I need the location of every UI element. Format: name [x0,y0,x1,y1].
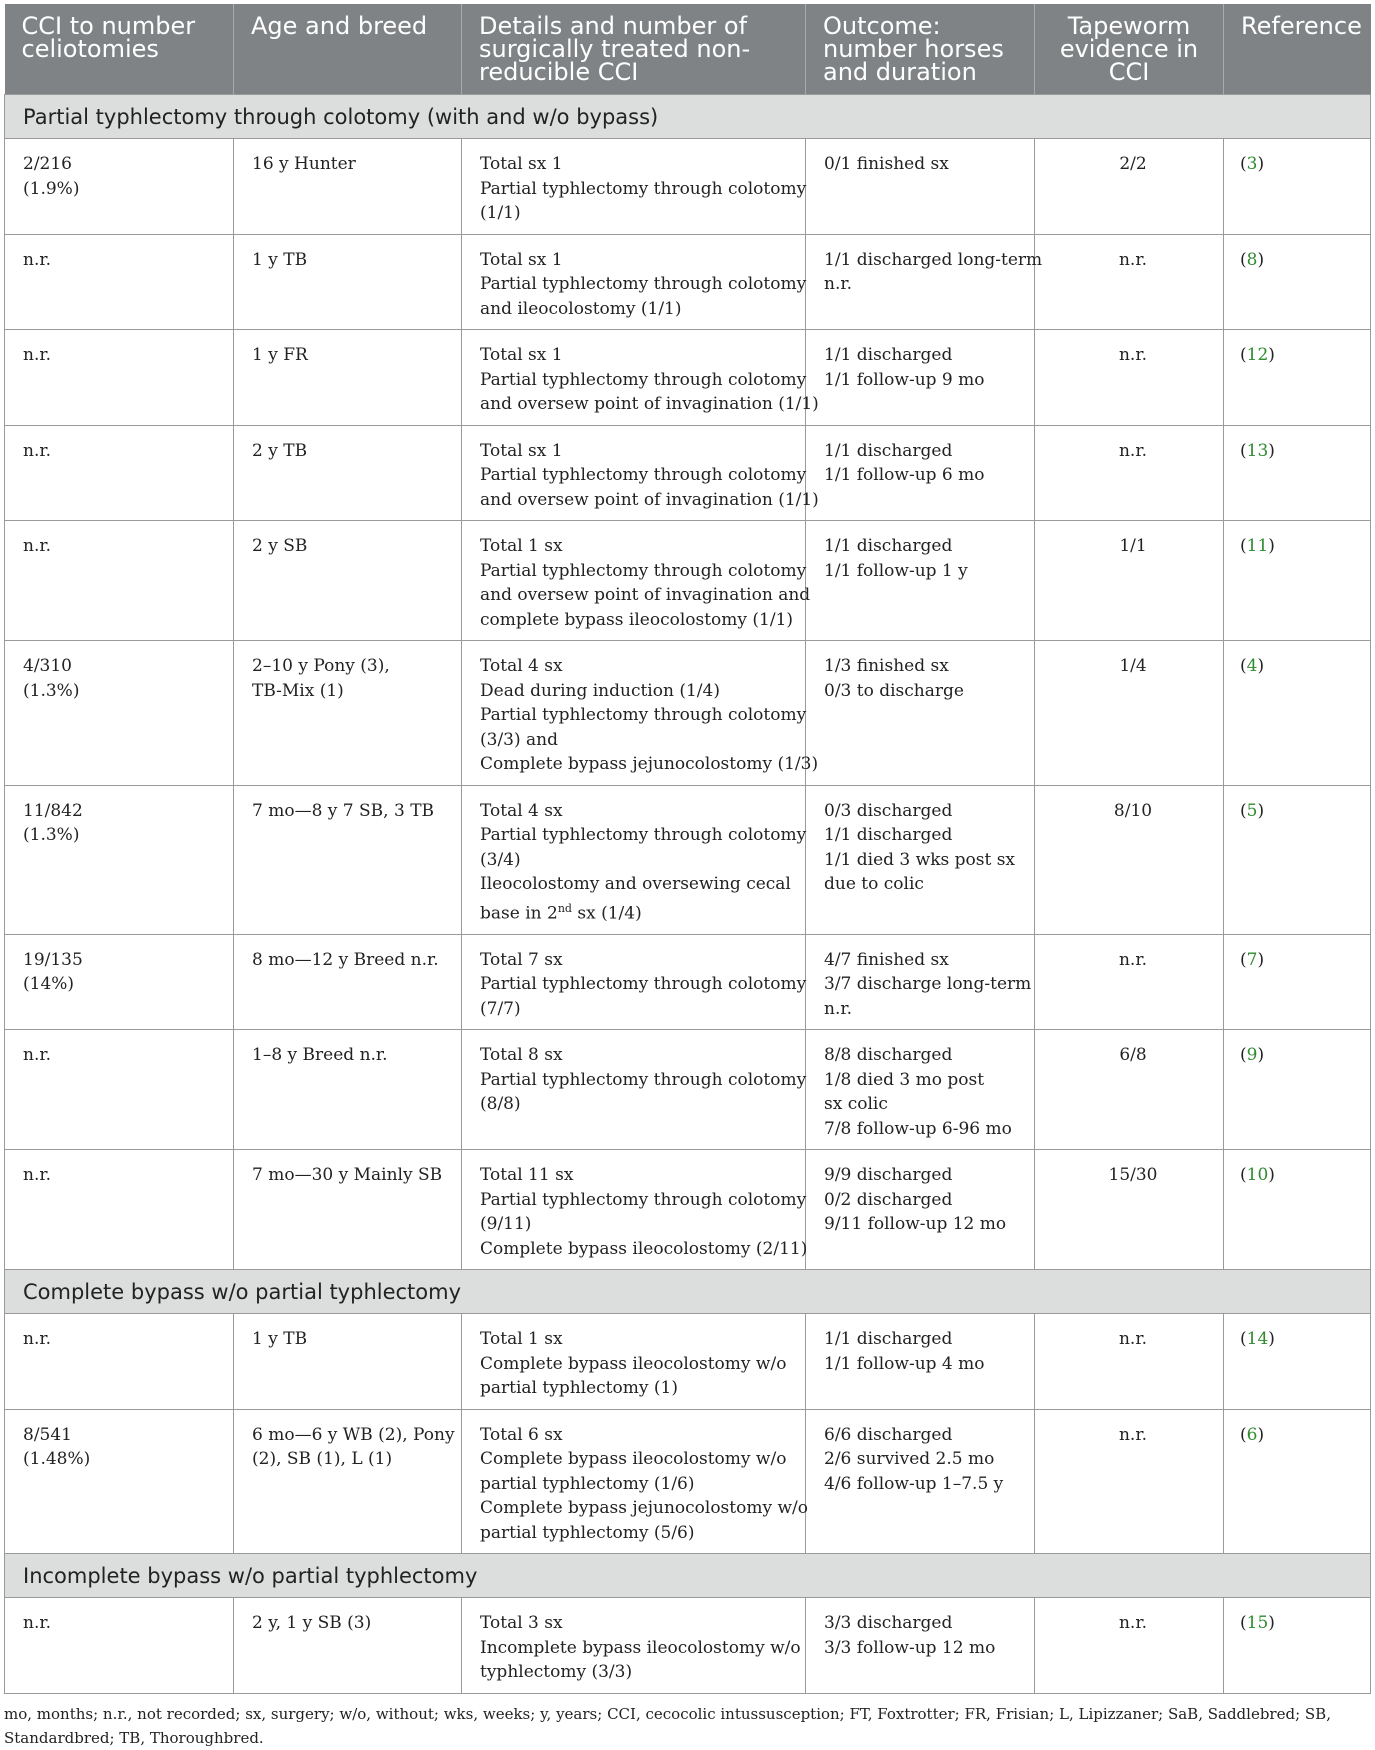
reference-cell: (6) [1224,1409,1371,1554]
table-row [5,1030,1371,1150]
table-row [5,234,1371,330]
outcome-cell-line: 1/1 discharged [824,440,953,461]
cci-cell [5,1409,234,1554]
outcome-cell [806,641,1035,786]
table-row [5,1150,1371,1270]
section-header-row [5,95,1371,139]
details-cell-line: (1/1) [480,203,521,223]
age-breed-cell [234,1314,462,1410]
outcome-cell-line: 1/1 died 3 wks post sx [824,849,1016,870]
details-cell [462,139,806,235]
cci-cell [5,1150,234,1270]
details-cell-line: Complete bypass ileocolostomy (2/11) [480,1238,808,1259]
details-cell-line: Total 11 sx [480,1165,574,1186]
table-row [5,1314,1371,1410]
table-row [5,641,1371,786]
details-cell-line: Complete bypass jejunocolostomy w/o [480,1498,808,1519]
details-cell-line: (3/3) and [480,729,558,750]
table-row [5,330,1371,426]
details-cell-line: (7/7) [480,998,521,1019]
header-row [5,4,1371,95]
age-breed-cell-line: 8 mo—12 y Breed n.r. [252,949,439,970]
table-container [4,4,1370,1750]
reference-link[interactable]: 6 [1246,1424,1258,1445]
tapeworm-cell: n.r. [1035,234,1224,330]
cci-cell [5,785,234,934]
outcome-cell-line: 1/8 died 3 mo post [824,1069,985,1090]
age-breed-cell [234,139,462,235]
outcome-cell-line: 7/8 follow-up 6-96 mo [824,1118,1012,1139]
reference-cell: (4) [1224,641,1371,786]
header-details: Details and number of surgically treated non-reducible CCI [462,4,806,95]
outcome-cell-line: n.r. [824,998,853,1019]
reference-link[interactable]: 3 [1246,154,1258,174]
table-row [5,521,1371,641]
table-row [5,1598,1371,1694]
age-breed-cell [234,934,462,1030]
outcome-cell-line: 0/1 finished sx [824,154,949,174]
age-breed-cell [234,641,462,786]
outcome-cell-line: sx colic [824,1094,888,1115]
reference-link[interactable]: 5 [1246,800,1258,821]
table-row [5,785,1371,934]
details-cell-line: complete bypass ileocolostomy (1/1) [480,609,794,630]
details-cell-line: and oversew point of invagination (1/1) [480,489,819,510]
age-breed-cell-line: 2 y SB [252,536,308,556]
tapeworm-cell: 1/4 [1035,641,1224,786]
age-breed-cell [234,1409,462,1554]
age-breed-cell [234,1030,462,1150]
details-cell-line: and ileocolostomy (1/1) [480,298,682,319]
tapeworm-cell: n.r. [1035,1598,1224,1694]
outcome-cell [806,1030,1035,1150]
cci-cell-line: 4/310 [23,656,72,676]
outcome-cell [806,934,1035,1030]
age-breed-cell [234,521,462,641]
details-cell [462,1598,806,1694]
outcome-cell [806,1598,1035,1694]
details-cell [462,641,819,786]
details-cell-line: Partial typhlectomy through colotomy [480,560,807,581]
age-breed-cell-line: 6 mo—6 y WB (2), Pony [252,1424,455,1445]
header-outcome: Outcome: number horses and duration [806,4,1035,95]
details-cell-line: Partial typhlectomy through colotomy [480,1189,807,1210]
details-cell-line: and oversew point of invagination (1/1) [480,394,819,414]
details-cell-line: Partial typhlectomy through colotomy [480,465,807,485]
outcome-cell-line: 0/3 discharged [824,800,953,821]
cci-cell-line: n.r. [23,345,52,365]
outcome-cell-line: 1/1 follow-up 9 mo [824,369,985,390]
outcome-cell-line: 1/1 follow-up 6 mo [824,465,985,485]
age-breed-cell [234,234,462,330]
reference-link[interactable]: 14 [1246,1329,1269,1350]
reference-cell: (3) [1224,139,1371,235]
details-cell-line: Dead during induction (1/4) [480,680,720,701]
age-breed-cell-line: 2–10 y Pony (3), [252,656,390,676]
tapeworm-cell: n.r. [1035,330,1224,426]
table-row [5,139,1371,235]
outcome-cell-line: 3/7 discharge long-term [824,974,1032,995]
outcome-cell [806,330,1035,426]
outcome-cell-line: 9/9 discharged [824,1165,953,1186]
header-cci: CCI to number celiotomies [5,4,234,95]
header-age-breed: Age and breed [234,4,462,95]
age-breed-cell [234,1150,462,1270]
age-breed-cell-line: (2), SB (1), L (1) [252,1449,393,1470]
details-cell-line: (9/11) [480,1214,532,1235]
cci-cell-line: 8/541 [23,1424,72,1445]
details-cell-line: partial typhlectomy (1/6) [480,1473,695,1494]
reference-cell: (9) [1224,1030,1371,1150]
cci-cell-line: (1.3%) [23,825,80,845]
tapeworm-cell: 1/1 [1035,521,1224,641]
age-breed-cell-line: 1 y FR [252,345,308,365]
age-breed-cell-line: 7 mo—8 y 7 SB, 3 TB [252,800,435,821]
details-cell [462,785,806,934]
details-cell-line: Total sx 1 [480,249,563,270]
details-cell-line: Total 1 sx [480,536,563,556]
outcome-cell [806,234,1043,330]
details-cell [462,521,811,641]
cci-cell-line: (1.3%) [23,680,80,701]
age-breed-cell [234,425,462,521]
reference-cell: (10) [1224,1150,1371,1270]
details-cell [462,1314,806,1410]
cci-cell-line: n.r. [23,1329,52,1350]
outcome-cell-line: 6/6 discharged [824,1424,953,1445]
tapeworm-cell: 2/2 [1035,139,1224,235]
reference-link[interactable]: 12 [1246,345,1269,365]
details-cell-line: (3/4) [480,849,521,870]
section-title: Complete bypass w/o partial typhlectomy [5,1270,1371,1314]
age-breed-cell [234,330,462,426]
cci-cell-line: 2/216 [23,154,72,174]
table-row [5,1409,1371,1554]
outcome-cell-line: 1/1 discharged [824,1329,953,1350]
details-cell-line: Total 8 sx [480,1045,563,1066]
outcome-cell-line: 1/1 discharged [824,345,953,365]
cci-cell-line: (14%) [23,974,75,995]
details-cell [462,934,806,1030]
cci-cell-line: 19/135 [23,949,83,970]
cci-cell-line: n.r. [23,249,52,270]
age-breed-cell-line: 2 y TB [252,440,308,461]
cci-cell [5,641,234,786]
outcome-cell-line: n.r. [824,274,853,294]
reference-cell: (12) [1224,330,1371,426]
outcome-cell-line: due to colic [824,874,924,894]
outcome-cell [806,425,1035,521]
cci-cell [5,330,234,426]
tapeworm-cell: 6/8 [1035,1030,1224,1150]
section-header-row [5,1270,1371,1314]
reference-link[interactable]: 9 [1246,1045,1258,1066]
details-cell-line: Partial typhlectomy through colotomy [480,274,807,294]
cci-table [4,4,1371,1694]
age-breed-cell-line: 16 y Hunter [252,154,356,174]
cci-cell-line: 11/842 [23,800,83,821]
outcome-cell-line: 3/3 discharged [824,1613,953,1634]
reference-cell: (7) [1224,934,1371,1030]
outcome-cell-line: 2/6 survived 2.5 mo [824,1449,995,1470]
table-body [5,95,1371,1694]
cci-cell-line: n.r. [23,1613,52,1634]
details-cell-line: Total sx 1 [480,440,563,461]
cci-cell-line: n.r. [23,1165,52,1186]
details-cell [462,1409,806,1554]
outcome-cell-line: 1/1 follow-up 1 y [824,560,968,581]
header-tapeworm: Tapeworm evidence in CCI [1035,4,1224,95]
reference-link[interactable]: 4 [1246,656,1258,676]
cci-cell [5,1314,234,1410]
reference-cell: (5) [1224,785,1371,934]
details-cell-line: and oversew point of invagination and [480,585,811,605]
outcome-cell-line: 1/1 discharged [824,825,953,845]
footnote: mo, months; n.r., not recorded; sx, surgery; w/o, without; wks, weeks; y, years; CCI, cecocolic intussusception; FT, Foxtrotter; FR, Frisian; L, Lipizzaner; SaB, Saddlebred; SB, Standardbred; TB, Thoroughbred. [4,1704,1331,1747]
reference-link[interactable]: 8 [1246,249,1258,270]
tapeworm-cell: n.r. [1035,425,1224,521]
cci-cell-line: (1.9%) [23,178,80,199]
cci-cell-line: n.r. [23,440,52,461]
reference-link[interactable]: 10 [1246,1165,1269,1186]
details-cell [462,234,806,330]
outcome-cell-line: 0/3 to discharge [824,680,964,701]
details-cell-line: Total 1 sx [480,1329,563,1350]
age-breed-cell [234,1598,462,1694]
cci-cell [5,234,234,330]
details-cell-line: Partial typhlectomy through colotomy [480,1069,807,1090]
details-cell-line: partial typhlectomy (5/6) [480,1522,695,1543]
outcome-cell [806,1150,1035,1270]
outcome-cell-line: 9/11 follow-up 12 mo [824,1214,1007,1235]
outcome-cell-line: 3/3 follow-up 12 mo [824,1637,996,1658]
cci-cell [5,521,234,641]
table-row [5,934,1371,1030]
outcome-cell-line: 1/1 discharged [824,536,953,556]
outcome-cell [806,1409,1035,1554]
details-cell-line: partial typhlectomy (1) [480,1378,678,1399]
reference-link[interactable]: 7 [1246,949,1258,970]
details-cell-line: base in 2nd sx (1/4) [480,901,642,924]
outcome-cell-line: 8/8 discharged [824,1045,953,1066]
details-cell-line: Total 7 sx [480,949,563,970]
details-cell-line: Complete bypass ileocolostomy w/o [480,1449,787,1470]
outcome-cell-line: 1/1 follow-up 4 mo [824,1353,985,1374]
outcome-cell-line: 4/7 finished sx [824,949,949,970]
reference-cell: (14) [1224,1314,1371,1410]
reference-link[interactable]: 13 [1246,440,1269,461]
details-cell-line: Partial typhlectomy through colotomy [480,705,807,725]
age-breed-cell-line: 1 y TB [252,1329,308,1350]
cci-cell-line: n.r. [23,1045,52,1066]
reference-link[interactable]: 15 [1246,1613,1269,1634]
outcome-cell-line: 1/3 finished sx [824,656,949,676]
section-title: Partial typhlectomy through colotomy (with and w/o bypass) [5,95,1371,139]
outcome-cell-line: 1/1 discharged long-term [824,249,1043,270]
age-breed-cell-line: 1 y TB [252,249,308,270]
outcome-cell [806,521,1035,641]
details-cell-line: Complete bypass ileocolostomy w/o [480,1353,787,1374]
header-reference: Reference [1224,4,1371,95]
details-cell-line: Total sx 1 [480,154,563,174]
age-breed-cell [234,785,462,934]
reference-link[interactable]: 11 [1246,536,1269,556]
details-cell-line: Total 6 sx [480,1424,563,1445]
tapeworm-cell: n.r. [1035,1314,1224,1410]
details-cell-line: Partial typhlectomy through colotomy [480,178,807,199]
reference-cell: (15) [1224,1598,1371,1694]
details-cell-line: Partial typhlectomy through colotomy [480,825,807,845]
outcome-cell [806,139,1035,235]
tapeworm-cell: n.r. [1035,934,1224,1030]
cci-cell-line: n.r. [23,536,52,556]
reference-cell: (8) [1224,234,1371,330]
outcome-cell-line: 0/2 discharged [824,1189,953,1210]
details-cell-line: Complete bypass jejunocolostomy (1/3) [480,754,819,774]
cci-cell [5,425,234,521]
details-cell [462,425,819,521]
details-cell-line: typhlectomy (3/3) [480,1662,633,1683]
details-cell-line: Partial typhlectomy through colotomy [480,974,807,995]
outcome-cell-line: 4/6 follow-up 1–7.5 y [824,1473,1004,1494]
reference-cell: (11) [1224,521,1371,641]
details-cell-line: (8/8) [480,1094,521,1115]
tapeworm-cell: 15/30 [1035,1150,1224,1270]
tapeworm-cell: n.r. [1035,1409,1224,1554]
details-cell-line: Partial typhlectomy through colotomy [480,369,807,390]
cci-cell [5,139,234,235]
age-breed-cell-line: 1–8 y Breed n.r. [252,1045,388,1066]
details-cell-line: Incomplete bypass ileocolostomy w/o [480,1637,801,1658]
tapeworm-cell: 8/10 [1035,785,1224,934]
outcome-cell [806,1314,1035,1410]
cci-cell [5,1030,234,1150]
age-breed-cell-line: 2 y, 1 y SB (3) [252,1613,372,1634]
age-breed-cell-line: 7 mo—30 y Mainly SB [252,1165,443,1186]
outcome-cell [806,785,1035,934]
details-cell-line: Total 4 sx [480,800,563,821]
details-cell-line: Total 3 sx [480,1613,563,1634]
age-breed-cell-line: TB-Mix (1) [252,680,344,701]
details-cell [462,1150,806,1270]
details-cell [462,330,819,426]
details-cell-line: Ileocolostomy and oversewing cecal [480,874,791,894]
details-cell-line: Total sx 1 [480,345,563,365]
details-cell-line: Total 4 sx [480,656,563,676]
cci-cell [5,1598,234,1694]
details-cell [462,1030,806,1150]
cci-cell-line: (1.48%) [23,1449,91,1470]
section-header-row [5,1554,1371,1598]
reference-cell: (13) [1224,425,1371,521]
table-row [5,425,1371,521]
cci-cell [5,934,234,1030]
section-title: Incomplete bypass w/o partial typhlectomy [5,1554,1371,1598]
